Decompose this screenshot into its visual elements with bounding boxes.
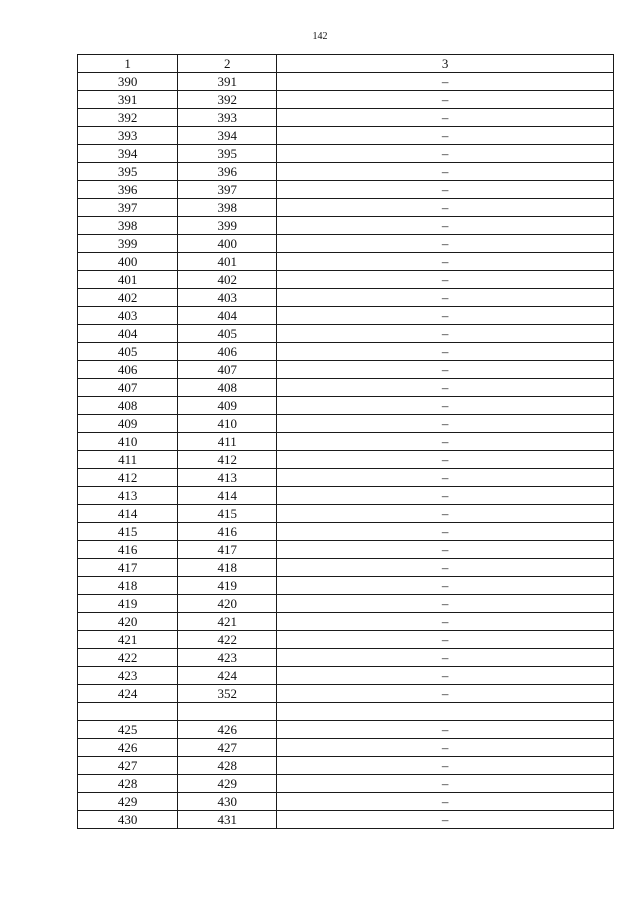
table-cell-col-1: 411 [78,451,178,469]
table-row [78,523,614,541]
table-row [78,415,614,433]
table-cell-col-3: – [277,217,614,235]
table-cell-col-1: 397 [78,199,178,217]
table-cell-col-2: 399 [178,217,277,235]
table-row [78,469,614,487]
table-cell-col-3: – [277,577,614,595]
table-row [78,757,614,775]
table-cell-col-1: 419 [78,595,178,613]
table-row [78,109,614,127]
table-cell-col-1: 426 [78,739,178,757]
table-cell-col-1: 409 [78,415,178,433]
table-cell-col-3: – [277,325,614,343]
table-row [78,541,614,559]
table-cell-col-1: 393 [78,127,178,145]
table-cell-col-2: 420 [178,595,277,613]
table-cell-col-3: – [277,397,614,415]
table-cell-col-2: 410 [178,415,277,433]
table-cell-col-3: – [277,235,614,253]
table-cell-col-2: 394 [178,127,277,145]
table-cell-col-2: 431 [178,811,277,829]
table-cell-col-3: – [277,433,614,451]
table-cell-col-1: 407 [78,379,178,397]
table-row [78,361,614,379]
table-cell-col-2: 393 [178,109,277,127]
table-cell-col-2: 422 [178,631,277,649]
table-cell-col-3: – [277,91,614,109]
table-row [78,595,614,613]
table-cell-col-1: 406 [78,361,178,379]
table-cell-col-2: 391 [178,73,277,91]
table-cell-col-1 [78,703,178,721]
table-cell-col-2: 416 [178,523,277,541]
table-cell-col-2: 429 [178,775,277,793]
table-row [78,127,614,145]
table-cell-col-2: 419 [178,577,277,595]
table-cell-col-3: – [277,595,614,613]
table-row [78,505,614,523]
table-cell-col-3: – [277,307,614,325]
table-cell-col-3: – [277,469,614,487]
table-cell-col-2: 405 [178,325,277,343]
table-cell-col-3: – [277,685,614,703]
table-cell-col-3: – [277,649,614,667]
table-cell-col-2: 406 [178,343,277,361]
table-cell-col-1: 398 [78,217,178,235]
table-row [78,631,614,649]
table-cell-col-1: 402 [78,289,178,307]
table-cell-col-1: 404 [78,325,178,343]
table-cell-col-2: 403 [178,289,277,307]
table-row [78,181,614,199]
table-cell-col-2: 413 [178,469,277,487]
table-cell-col-3: – [277,253,614,271]
table-cell-col-2: 428 [178,757,277,775]
table-row [78,667,614,685]
table-row [78,649,614,667]
table-cell-col-1: 390 [78,73,178,91]
table-cell-col-2: 352 [178,685,277,703]
table-row [78,811,614,829]
table-cell-col-1: 417 [78,559,178,577]
data-table [77,54,614,829]
table-cell-col-1: 396 [78,181,178,199]
table-row [78,343,614,361]
table-cell-col-2: 409 [178,397,277,415]
table-cell-col-1: 427 [78,757,178,775]
table-cell-col-2: 408 [178,379,277,397]
table-row [78,307,614,325]
column-header-1: 1 [78,55,178,73]
table-cell-col-1: 423 [78,667,178,685]
table-row [78,325,614,343]
table-cell-col-1: 424 [78,685,178,703]
table-row [78,253,614,271]
table-cell-col-2: 426 [178,721,277,739]
table-cell-col-2: 400 [178,235,277,253]
table-cell-col-3: – [277,667,614,685]
table-cell-col-3: – [277,145,614,163]
table-cell-col-2: 423 [178,649,277,667]
table-row [78,613,614,631]
table-cell-col-2: 407 [178,361,277,379]
table-row [78,793,614,811]
table-cell-col-3: – [277,811,614,829]
table-row [78,559,614,577]
table-cell-col-3: – [277,127,614,145]
table-cell-col-1: 394 [78,145,178,163]
table-cell-col-2: 427 [178,739,277,757]
table-row [78,289,614,307]
column-header-2: 2 [178,55,277,73]
table-cell-col-3: – [277,559,614,577]
table-cell-col-2: 404 [178,307,277,325]
table-row [78,703,614,721]
table-cell-col-3: – [277,343,614,361]
table-cell-col-3: – [277,541,614,559]
table-row [78,91,614,109]
table-body [78,73,614,829]
table-cell-col-3: – [277,451,614,469]
table-row [78,577,614,595]
table-cell-col-2: 418 [178,559,277,577]
table-cell-col-1: 400 [78,253,178,271]
table-row [78,397,614,415]
table-row [78,217,614,235]
table-row [78,73,614,91]
table-cell-col-3: – [277,613,614,631]
table-cell-col-3: – [277,757,614,775]
table-cell-col-2: 397 [178,181,277,199]
table-cell-col-2 [178,703,277,721]
table-cell-col-2: 417 [178,541,277,559]
table-cell-col-1: 405 [78,343,178,361]
table-cell-col-3 [277,703,614,721]
table-cell-col-2: 412 [178,451,277,469]
table-cell-col-1: 403 [78,307,178,325]
table-row [78,451,614,469]
table-cell-col-1: 408 [78,397,178,415]
table-cell-col-3: – [277,181,614,199]
table-row [78,163,614,181]
table-cell-col-3: – [277,379,614,397]
table-cell-col-1: 410 [78,433,178,451]
table-cell-col-1: 413 [78,487,178,505]
table-cell-col-2: 395 [178,145,277,163]
table-cell-col-3: – [277,739,614,757]
table-cell-col-2: 396 [178,163,277,181]
table-cell-col-1: 430 [78,811,178,829]
table-cell-col-1: 391 [78,91,178,109]
table-cell-col-3: – [277,487,614,505]
table-row [78,271,614,289]
table-cell-col-1: 415 [78,523,178,541]
table-row [78,235,614,253]
table-cell-col-1: 399 [78,235,178,253]
table-cell-col-3: – [277,163,614,181]
table-cell-col-3: – [277,793,614,811]
table-cell-col-2: 415 [178,505,277,523]
table-cell-col-2: 401 [178,253,277,271]
table-cell-col-1: 418 [78,577,178,595]
table-cell-col-3: – [277,775,614,793]
page-number: 142 [312,31,328,42]
table-row [78,775,614,793]
table-cell-col-1: 425 [78,721,178,739]
table-row [78,145,614,163]
table-cell-col-1: 395 [78,163,178,181]
table-header-row [78,55,614,73]
table-cell-col-1: 420 [78,613,178,631]
table-cell-col-1: 428 [78,775,178,793]
table-cell-col-2: 430 [178,793,277,811]
table-row [78,487,614,505]
table-cell-col-2: 411 [178,433,277,451]
table-cell-col-3: – [277,289,614,307]
table-cell-col-1: 416 [78,541,178,559]
table-row [78,721,614,739]
table-row [78,739,614,757]
table-cell-col-3: – [277,523,614,541]
table-cell-col-1: 422 [78,649,178,667]
table-cell-col-3: – [277,631,614,649]
table-cell-col-3: – [277,73,614,91]
table-cell-col-1: 412 [78,469,178,487]
table-cell-col-1: 392 [78,109,178,127]
table-cell-col-3: – [277,415,614,433]
table-cell-col-2: 414 [178,487,277,505]
table-cell-col-1: 401 [78,271,178,289]
table-row [78,685,614,703]
table-cell-col-2: 398 [178,199,277,217]
table-cell-col-1: 429 [78,793,178,811]
table-row [78,199,614,217]
table-cell-col-3: – [277,505,614,523]
table-cell-col-3: – [277,271,614,289]
table-cell-col-3: – [277,199,614,217]
table-cell-col-1: 414 [78,505,178,523]
table-cell-col-3: – [277,361,614,379]
table-cell-col-2: 421 [178,613,277,631]
table-cell-col-3: – [277,721,614,739]
table-cell-col-2: 402 [178,271,277,289]
table-cell-col-2: 392 [178,91,277,109]
column-header-3: 3 [277,55,614,73]
table-row [78,433,614,451]
table-cell-col-1: 421 [78,631,178,649]
table-row [78,379,614,397]
table-cell-col-3: – [277,109,614,127]
table-cell-col-2: 424 [178,667,277,685]
